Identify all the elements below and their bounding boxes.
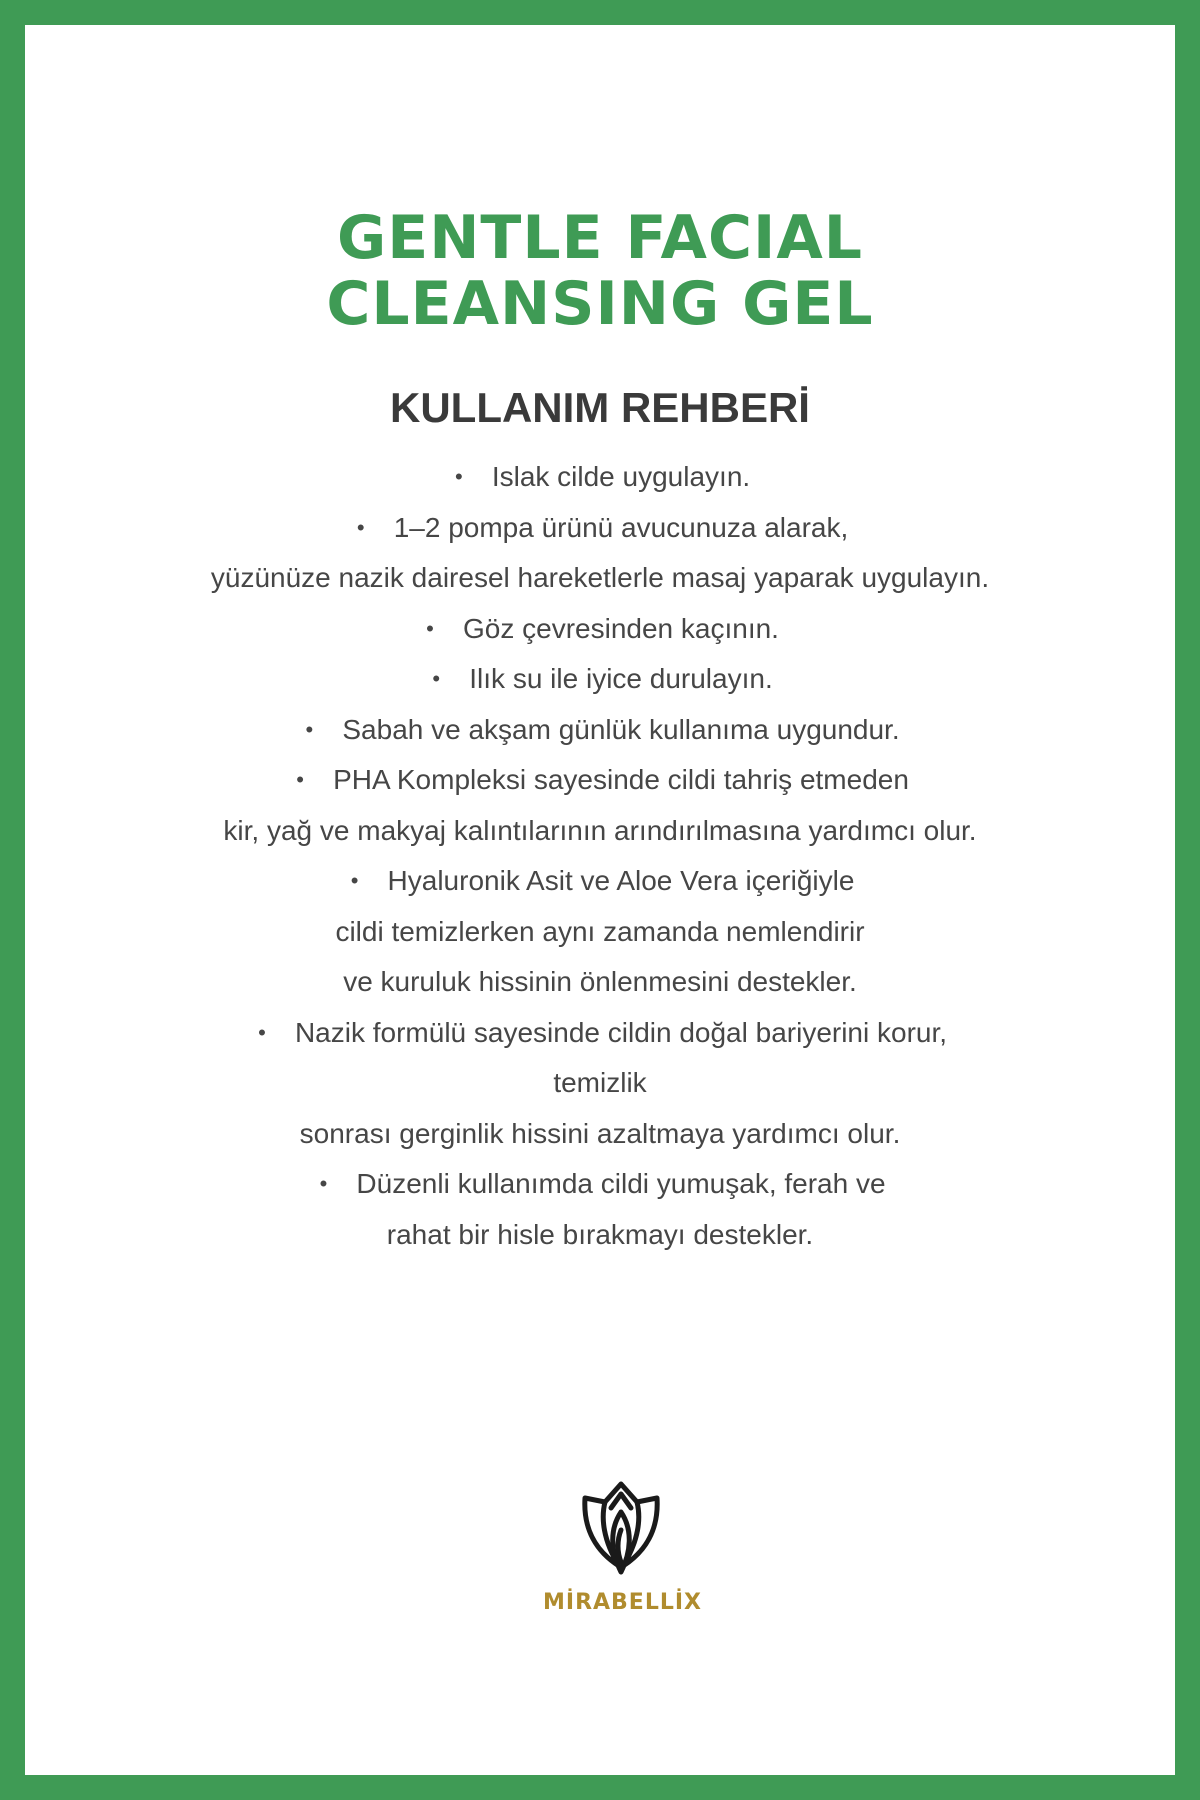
instruction-text: 1–2 pompa ürünü avucunuza alarak, bbox=[393, 511, 849, 543]
instruction-text: Hyaluronik Asit ve Aloe Vera içeriğiyle bbox=[387, 865, 855, 896]
instruction-line bbox=[0, 957, 1200, 1008]
instruction-text: ve kuruluk hissinin önlenmesini destekler. bbox=[343, 966, 857, 997]
instruction-line bbox=[0, 705, 1200, 756]
instruction-line bbox=[0, 907, 1200, 958]
bullet-icon: • bbox=[319, 1171, 328, 1196]
instruction-line bbox=[0, 1210, 1200, 1261]
instruction-line bbox=[0, 1109, 1200, 1160]
instruction-text: Sabah ve akşam günlük kullanıma uygundur. bbox=[342, 713, 900, 745]
bullet-icon: • bbox=[258, 1019, 266, 1045]
instruction-text: Islak cilde uygulayın. bbox=[491, 461, 751, 492]
instruction-line bbox=[0, 654, 1200, 705]
product-title-line-1: GENTLE FACIAL bbox=[336, 203, 864, 273]
bullet-icon: • bbox=[305, 716, 314, 742]
bullet-icon: • bbox=[432, 666, 441, 691]
instruction-line bbox=[0, 553, 1200, 604]
usage-instructions-list bbox=[0, 452, 1200, 1260]
instruction-text: Göz çevresinden kaçının. bbox=[463, 612, 779, 644]
instruction-line bbox=[0, 755, 1200, 806]
product-title-line-2: CLEANSING GEL bbox=[326, 269, 874, 339]
bullet-icon: • bbox=[454, 464, 463, 489]
instruction-text: rahat bir hisle bırakmayı destekler. bbox=[386, 1218, 814, 1250]
bullet-icon: • bbox=[350, 868, 359, 893]
instruction-text: cildi temizlerken aynı zamanda nemlendirir bbox=[335, 915, 865, 947]
instruction-text: Nazik formülü sayesinde cildin doğal bariyerini korur, bbox=[294, 1016, 948, 1048]
bullet-icon: • bbox=[296, 767, 304, 792]
instruction-text: temizlik bbox=[553, 1067, 647, 1098]
instruction-line bbox=[0, 1159, 1200, 1210]
instruction-line bbox=[0, 806, 1200, 857]
bullet-icon: • bbox=[356, 514, 365, 540]
instruction-text: sonrası gerginlik hissini azaltmaya yardımcı olur. bbox=[299, 1117, 901, 1149]
lotus-tulip-logo-icon bbox=[575, 1478, 667, 1578]
instruction-text: Ilık su ile iyice durulayın. bbox=[469, 663, 773, 694]
instruction-text: Düzenli kullanımda cildi yumuşak, ferah ve bbox=[356, 1168, 886, 1199]
instruction-line bbox=[0, 1008, 1200, 1059]
product-title bbox=[0, 205, 1200, 337]
instruction-line bbox=[0, 503, 1200, 554]
instruction-line bbox=[0, 856, 1200, 907]
bullet-icon: • bbox=[426, 615, 434, 641]
instruction-line bbox=[0, 1058, 1200, 1109]
instruction-text: PHA Kompleksi sayesinde cildi tahriş etmeden bbox=[333, 764, 909, 795]
instruction-line bbox=[0, 452, 1200, 503]
instruction-text: kir, yağ ve makyaj kalıntılarının arındırılmasına yardımcı olur. bbox=[223, 814, 977, 846]
instruction-line bbox=[0, 604, 1200, 655]
usage-guide-heading: KULLANIM REHBERİ bbox=[390, 384, 810, 431]
brand-name: MİRABELLİX bbox=[542, 1590, 703, 1615]
instruction-text: yüzünüze nazik dairesel hareketlerle masaj yaparak uygulayın. bbox=[210, 562, 990, 593]
